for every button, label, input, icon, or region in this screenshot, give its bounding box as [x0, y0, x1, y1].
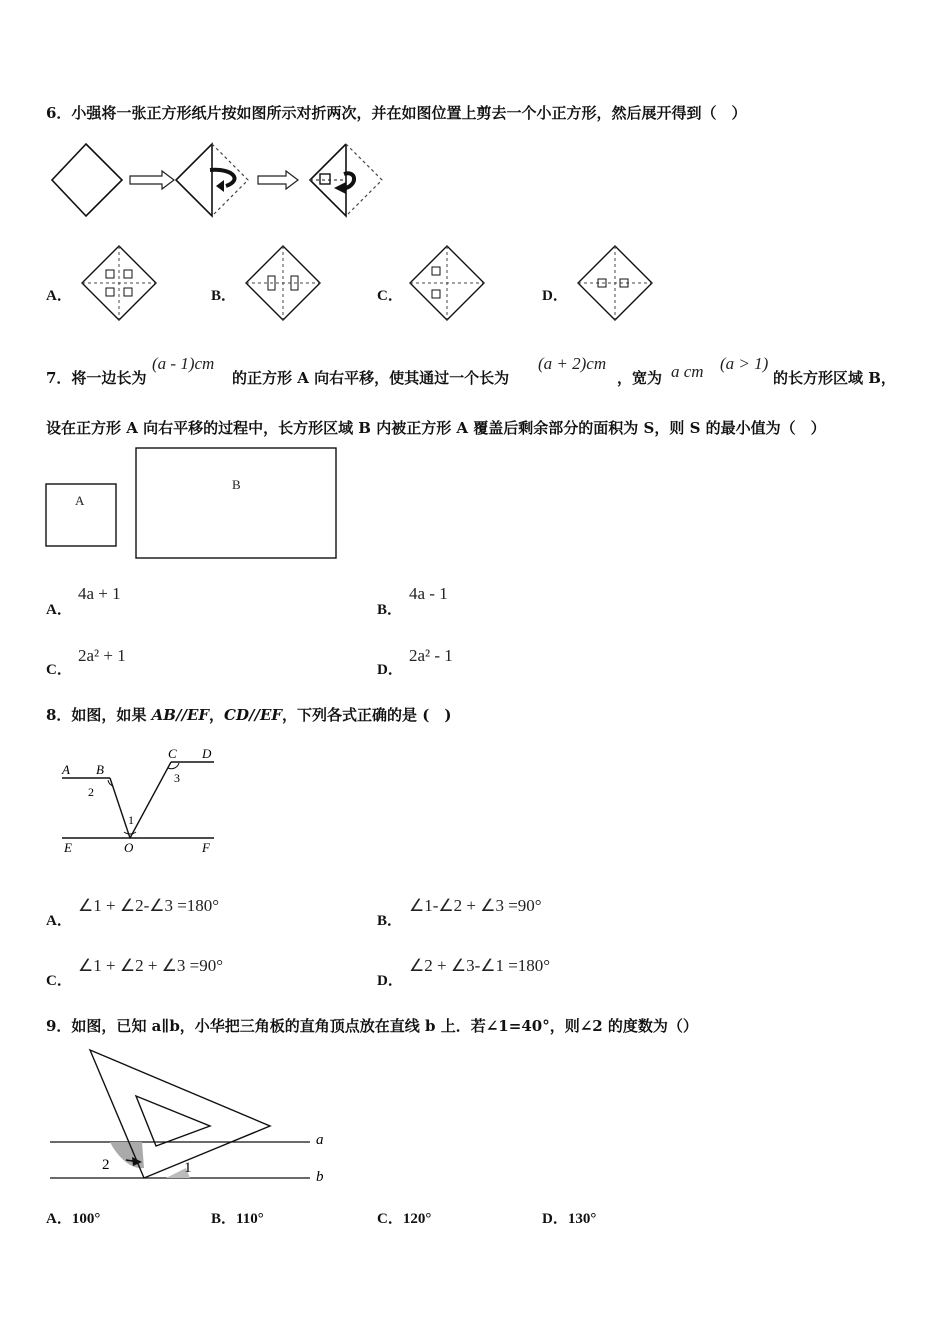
q8-label-c: C [168, 746, 177, 761]
q8-text-cd-ef: CD//EF [224, 706, 283, 724]
q8-text-ab-ef: AB//EF [151, 706, 210, 724]
q8-label-o: O [124, 840, 134, 855]
q7-option-a-label[interactable]: A． [46, 602, 72, 618]
q8-option-a-expr[interactable]: ∠1 + ∠2-∠3 =180° [78, 896, 220, 915]
q7-option-b-label[interactable]: B． [377, 602, 403, 618]
q7-option-a-expr[interactable]: 4a + 1 [78, 584, 121, 603]
q6-option-c-figure[interactable] [408, 244, 486, 322]
q8-label-b: B [96, 762, 104, 777]
q7-expr-length: (a + 2)cm [538, 354, 607, 373]
q8-label-d: D [202, 746, 212, 761]
q8-option-b-expr[interactable]: ∠1-∠2 + ∠3 =90° [409, 896, 542, 915]
q8-text-a: 8．如图，如果 [46, 706, 152, 724]
q9-option-a-label: A． [46, 1211, 72, 1227]
q6-option-b-figure[interactable] [244, 244, 322, 322]
q9-option-a[interactable] [46, 1207, 100, 1228]
q9-option-a-value: 100° [71, 1211, 101, 1227]
q8-text [46, 704, 451, 725]
q9-figure [46, 1044, 346, 1186]
q7-text-part2: 的正方形 A 向右平移，使其通过一个长为 [232, 369, 510, 387]
q9-option-c[interactable] [377, 1207, 431, 1228]
q9-label-b: b [316, 1169, 324, 1185]
q9-option-c-value: 120° [402, 1211, 432, 1227]
q9-option-b[interactable] [211, 1207, 264, 1228]
q8-label-e: E [64, 840, 72, 855]
q8-label-a: A [62, 762, 70, 777]
q9-option-d-label: D． [542, 1211, 568, 1227]
q9-option-c-label: C． [377, 1211, 403, 1227]
q8-label-angle2: 2 [88, 785, 94, 799]
q8-option-b-label[interactable]: B． [377, 913, 403, 929]
q8-text-e: ，下列各式正确的是 ( ) [282, 706, 452, 724]
q8-option-c-label[interactable]: C． [46, 973, 72, 989]
q7-option-c-label[interactable]: C． [46, 662, 72, 678]
q7-figure-label-a: A [75, 493, 85, 508]
q8-figure [56, 744, 226, 856]
q6-option-d-label[interactable]: D． [542, 288, 568, 304]
q7-text-part1: 7．将一边长为 [46, 369, 147, 387]
q7-figure [44, 446, 344, 562]
q9-label-angle2: 2 [102, 1157, 110, 1173]
q7-figure-label-b: B [232, 477, 241, 492]
q6-option-d-figure[interactable] [576, 244, 654, 322]
q7-option-c-expr[interactable]: 2a² + 1 [78, 646, 126, 665]
q6-option-a-figure[interactable] [80, 244, 158, 322]
q7-text-line2: 设在正方形 A 向右平移的过程中，长方形区域 B 内被正方形 A 覆盖后剩余部分的面积为 S，则 S 的最小值为（ ） [46, 419, 826, 437]
q9-option-d[interactable] [542, 1207, 596, 1228]
q8-option-d-expr[interactable]: ∠2 + ∠3-∠1 =180° [409, 956, 551, 975]
q7-option-d-label[interactable]: D． [377, 662, 403, 678]
q9-option-b-value: 110° [236, 1211, 264, 1227]
q7-expr-width: a cm [671, 362, 704, 381]
q6-option-a-label[interactable]: A． [46, 288, 72, 304]
q6-text: 6．小强将一张正方形纸片按如图所示对折两次，并在如图位置上剪去一个小正方形，然后展开得到（ ） [46, 104, 747, 122]
q9-option-b-label: B． [211, 1211, 237, 1227]
q9-option-d-value: 130° [567, 1211, 597, 1227]
q8-option-a-label[interactable]: A． [46, 913, 72, 929]
q8-label-angle1: 1 [128, 813, 134, 827]
q6-fold-figure [48, 140, 388, 250]
q6-option-c-label[interactable]: C． [377, 288, 403, 304]
q9-label-a: a [316, 1132, 324, 1148]
q8-text-c: ， [209, 706, 225, 724]
q6-option-b-label[interactable]: B． [211, 288, 237, 304]
q9-text: 9．如图，已知 a∥b，小华把三角板的直角顶点放在直线 b 上．若∠1=40°，则∠2 的度数为（） [46, 1017, 698, 1035]
q7-expr-condition: (a > 1) [720, 354, 769, 373]
q7-expr-side: (a - 1)cm [152, 354, 215, 373]
q7-option-d-expr[interactable]: 2a² - 1 [409, 646, 453, 665]
q7-option-b-expr[interactable]: 4a - 1 [409, 584, 448, 603]
q9-label-angle1: 1 [184, 1160, 192, 1176]
q7-text-part4: 的长方形区域 B， [773, 369, 896, 387]
q8-option-d-label[interactable]: D． [377, 973, 403, 989]
q8-label-f: F [202, 840, 210, 855]
q8-option-c-expr[interactable]: ∠1 + ∠2 + ∠3 =90° [78, 956, 224, 975]
q7-text-part3: ，宽为 [617, 369, 663, 387]
q8-label-angle3: 3 [174, 771, 180, 785]
